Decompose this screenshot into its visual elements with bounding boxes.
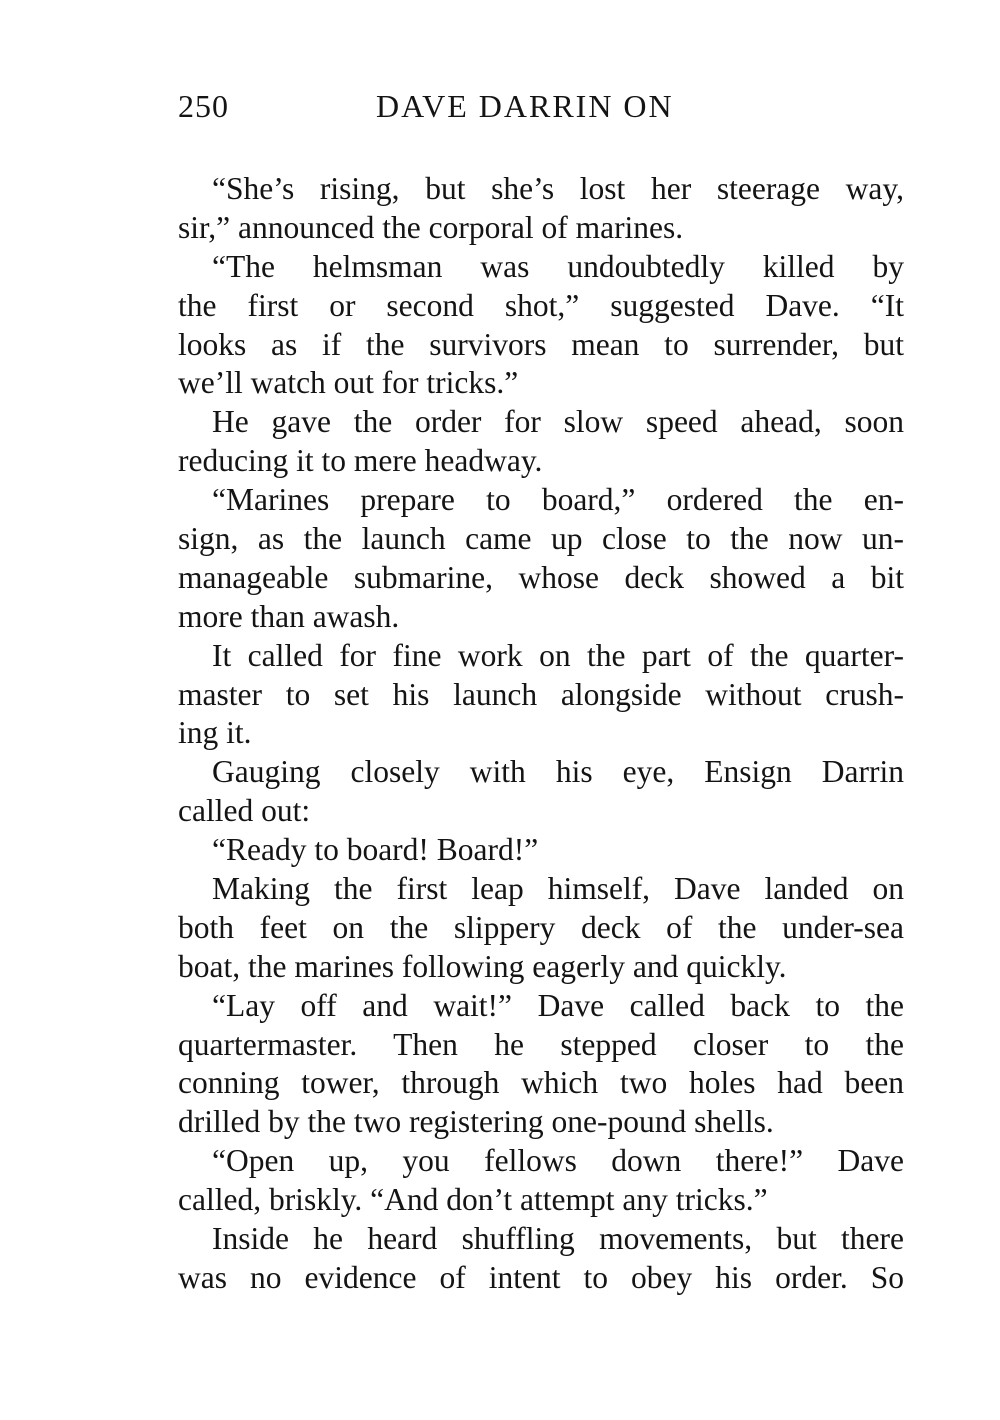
text-line: It called for fine work on the part of the quarter- (212, 637, 904, 673)
text-line: “Lay off and wait!” Dave called back to the (212, 987, 904, 1023)
text-line: “She’s rising, but she’s lost her steerage way, (212, 171, 904, 206)
text-line: Inside he heard shuffling movements, but there (212, 1221, 904, 1257)
text-line: called out: (178, 793, 311, 829)
text-line: “The helmsman was undoubtedly killed by (212, 248, 904, 284)
text-line: conning tower, through which two holes had been (178, 1065, 904, 1101)
text-line: sign, as the launch came up close to the now un- (178, 521, 904, 557)
text-line: manageable submarine, whose deck showed a bit (178, 559, 904, 595)
page-header (178, 88, 904, 132)
text-line: Gauging closely with his eye, Ensign Darrin (212, 754, 904, 790)
text-line: quartermaster. Then he stepped closer to the (178, 1026, 904, 1062)
text-line: looks as if the survivors mean to surrender, but (178, 326, 904, 362)
text-line: boat, the marines following eagerly and quickly. (178, 948, 787, 984)
text-line: reducing it to mere headway. (178, 443, 543, 479)
text-line: the first or second shot,” suggested Dave. “It (178, 287, 904, 323)
text-line: was no evidence of intent to obey his order. So (178, 1259, 904, 1295)
text-line: we’ll watch out for tricks.” (178, 365, 519, 401)
text-line: master to set his launch alongside without crush- (178, 676, 904, 712)
text-line: “Marines prepare to board,” ordered the en- (212, 482, 904, 518)
text-line: “Ready to board! Board!” (212, 832, 539, 868)
body-text (178, 170, 904, 1298)
running-head: DAVE DARRIN ON (376, 88, 674, 124)
text-line: sir,” announced the corporal of marines. (178, 209, 684, 245)
text-line: He gave the order for slow speed ahead, soon (212, 404, 904, 440)
text-line: ing it. (178, 715, 252, 751)
text-line: called, briskly. “And don’t attempt any tricks.” (178, 1182, 768, 1218)
text-line: “Open up, you fellows down there!” Dave (212, 1143, 904, 1179)
text-line: Making the first leap himself, Dave landed on (212, 871, 904, 907)
page-number: 250 (178, 88, 229, 124)
text-line: both feet on the slippery deck of the under-sea (178, 909, 904, 945)
text-line: drilled by the two registering one-pound shells. (178, 1104, 774, 1140)
text-line: more than awash. (178, 598, 400, 634)
